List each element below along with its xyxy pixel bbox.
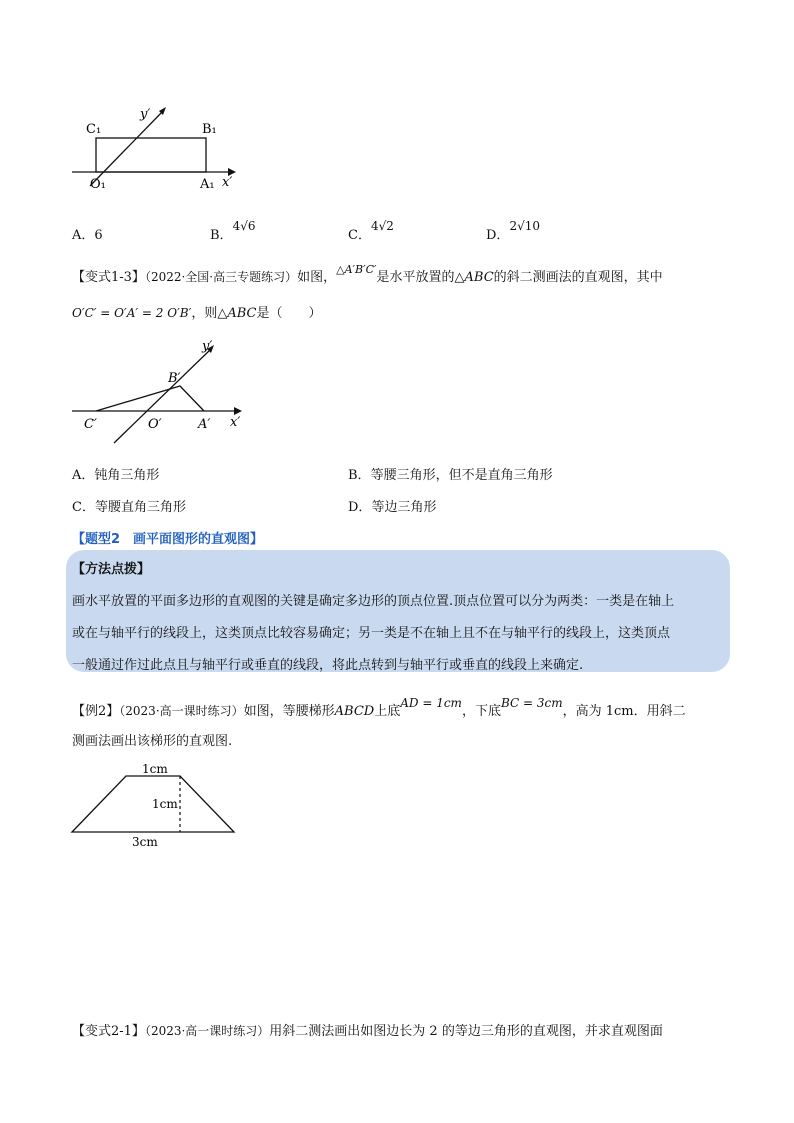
rectangle-o1a1b1c1 <box>96 138 206 172</box>
label-y: y′ <box>140 107 151 122</box>
label-c1: C₁ <box>86 122 102 137</box>
figure-triangle-oblique <box>66 338 256 448</box>
q21-head: 【变式2-1】 <box>72 1024 145 1039</box>
label-o: O′ <box>148 417 162 432</box>
q13-option-b: B．等腰三角形，但不是直角三角形 <box>348 468 553 483</box>
label-b1: B₁ <box>202 122 217 137</box>
label-height: 1cm <box>152 797 178 811</box>
label-a1: A₁ <box>200 177 215 192</box>
q13-line1: 【变式1-3】（2022·全国·高三专题练习）如图，$^{\triangle A'B'C'}$是水平放置的△ABC的斜二测画法的直观图，其中 <box>72 263 663 285</box>
q21-line1: 【变式2-1】（2023·高一课时练习）用斜二测法画出如图边长为 2 的等边三角形的直观图，并求直观图面 <box>72 1024 663 1039</box>
q1-option-d: D．2√10 <box>486 219 540 243</box>
ex2-head: 【例2】 <box>72 704 120 719</box>
method-title: 【方法点拨】 <box>72 562 151 577</box>
method-line-2: 或在与轴平行的线段上，这类顶点比较容易确定；另一类是不在轴上且不在与轴平行的线段上，这类顶点 <box>72 626 671 641</box>
q13-option-c: C．等腰直角三角形 <box>72 500 186 515</box>
label-bottom: 3cm <box>132 835 158 849</box>
q13-source: （2022·全国·高三专题练习） <box>144 270 298 284</box>
section-title: 【题型2 画平面图形的直观图】 <box>72 532 264 547</box>
label-x: x′ <box>230 415 241 430</box>
q13-option-d: D．等边三角形 <box>348 500 437 515</box>
q13-option-a: A．钝角三角形 <box>72 468 160 483</box>
q13-line2: O′C′ = O′A′ = 2 O′B′，则△ABC是（ ） <box>72 306 322 321</box>
figure-trapezoid <box>66 760 246 852</box>
ex2-line2: 测画法画出该梯形的直观图. <box>72 734 233 749</box>
label-o1: O₁ <box>90 177 106 192</box>
ex2-line1: 【例2】（2023·高一课时练习）如图，等腰梯形ABCD上底AD = 1cm，下底BC = 3cm，高为 1cm．用斜二 <box>72 696 686 719</box>
label-c: C′ <box>84 417 97 432</box>
method-line-1: 画水平放置的平面多边形的直观图的关键是确定多边形的顶点位置.顶点位置可以分为两类：一类是在轴上 <box>72 594 675 609</box>
figure-rectangle-oblique <box>60 100 250 195</box>
label-b: B′ <box>168 371 181 386</box>
q1-option-c: C．4√2 <box>348 219 394 243</box>
q13-head: 【变式1-3】 <box>72 270 145 285</box>
label-top: 1cm <box>142 762 168 776</box>
q21-source: （2023·高一课时练习） <box>144 1024 270 1038</box>
q1-option-b: B．4√6 <box>210 219 256 243</box>
q1-option-a: A．6 <box>72 228 103 243</box>
ex2-source: （2023·高一课时练习） <box>119 704 244 718</box>
x-axis-arrow <box>234 407 242 415</box>
label-x: x′ <box>222 175 233 190</box>
label-a: A′ <box>198 417 211 432</box>
label-y: y′ <box>202 339 213 354</box>
method-line-3: 一般通过作过此点且与轴平行或垂直的线段，将此点转到与轴平行或垂直的线段上来确定. <box>72 658 584 673</box>
